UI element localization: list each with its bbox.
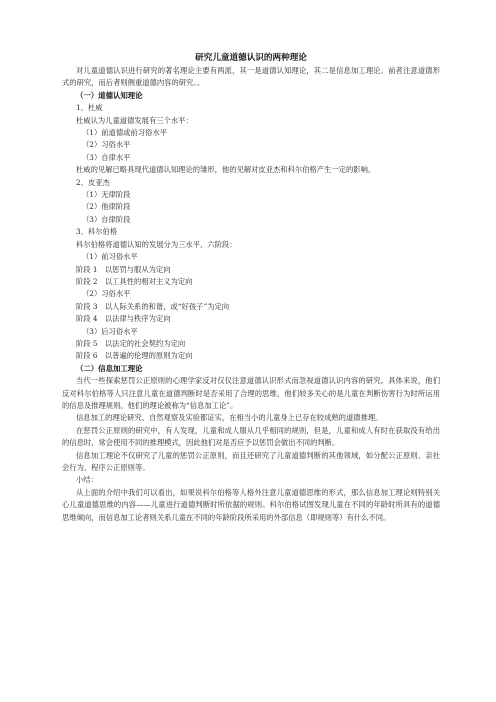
document-page	[62, 52, 440, 524]
info-paragraph-1: 当代一些探索惩罚公正原则的心理学家反对仅仅注意道德认识形式而忽视道德认识内容的研究。具体来说，他们反对科尔伯格等人只注意儿童在道德判断时是否采用了合理的思维，他们较多关心的是儿童在判断伤害行为时所运用的信息及推理规则。他们的理论被称为“信息加工论”。	[62, 376, 440, 410]
summary-paragraph: 从上面的介绍中我们可以看出，如果说科尔伯格等人格外注意儿童道德思维的形式，那么信息加工理论则特别关心儿童道德思维的内容——儿童进行道德判断时所依据的规则。科尔伯格试图发现儿童在不同的年龄时所具有的道德思维倾向，而信息加工论者则关系儿童在不同的年龄阶段所采用的外部信息（即规则等）有什么不同。	[62, 487, 440, 522]
piaget-stage-3: （3）自律阶段	[82, 214, 131, 224]
kohlberg-item: 阶段 2 以工具性的相对主义为定向	[76, 276, 193, 286]
piaget-label: 2、皮亚杰	[76, 177, 110, 187]
kohlberg-item: 阶段 5 以法定的社会契约为定向	[76, 338, 186, 348]
kohlberg-item: 阶段 4 以法律与秩序为定向	[76, 314, 171, 324]
document-title: 研究儿童道德认识的两种理论	[195, 53, 307, 63]
kohlberg-item: （2）习俗水平	[82, 289, 131, 299]
kohlberg-item: 阶段 6 以普遍的伦理的原则为定向	[76, 351, 193, 361]
kohlberg-item: （3）后习俗水平	[82, 326, 138, 336]
intro-paragraph: 对儿童道德认识进行研究的著名理论主要有两派，其一是道德认知理论，其二是信息加工理论。前者注意道德形式的研究，而后者则侧重道德内容的研究。。	[62, 66, 440, 88]
dewey-description: 杜威认为儿童道德发展有三个水平：	[76, 115, 193, 125]
dewey-level-2: （2）习俗水平	[82, 140, 131, 150]
piaget-stage-2: （2）他律阶段	[82, 202, 131, 212]
dewey-level-3: （3）自律水平	[82, 152, 131, 162]
summary-label: 小结：	[76, 475, 98, 485]
kohlberg-item: 阶段 3 以人际关系的和谐，或“好孩子”为定向	[76, 301, 230, 311]
section-heading-cognitive: （一）道德认知理论	[76, 90, 143, 100]
info-paragraph-4: 信息加工理论不仅研究了儿童的惩罚公正原则，而且还研究了儿童道德判断的其他领域，如分配公正原则、亲社会行为、程序公正原则等。	[62, 450, 440, 472]
kohlberg-description: 科尔伯格将道德认知的发展分为三水平、六阶段：	[76, 239, 237, 249]
kohlberg-item: （1）前习俗水平	[82, 252, 138, 262]
section-heading-information: （二）信息加工理论	[76, 363, 143, 373]
piaget-stage-1: （1）无律阶段	[82, 190, 131, 200]
kohlberg-label: 3、科尔伯格	[76, 227, 118, 237]
kohlberg-item: 阶段 1 以惩罚与服从为定向	[76, 264, 171, 274]
dewey-level-1: （1）前道德或前习俗水平	[82, 128, 167, 138]
dewey-comment: 杜威的见解已略具现代道德认知理论的雏形，他的见解对皮亚杰和科尔伯格产生一定的影响。	[76, 165, 376, 175]
dewey-label: 1、杜威	[76, 103, 103, 113]
info-paragraph-2: 信息加工的理论研究、自然观察及实验都证实，在相当小的儿童身上已存在较成熟的道德推理。	[76, 413, 383, 423]
info-paragraph-3: 在惩罚公正原则的研究中，有人发现，儿童和成人服从几乎相同的规则，但是，儿童和成人有时在获取没有给出的信息时，常会使用不同的推理模式，因此他们对是否应予以惩罚会做出不同的判断。	[62, 425, 440, 448]
